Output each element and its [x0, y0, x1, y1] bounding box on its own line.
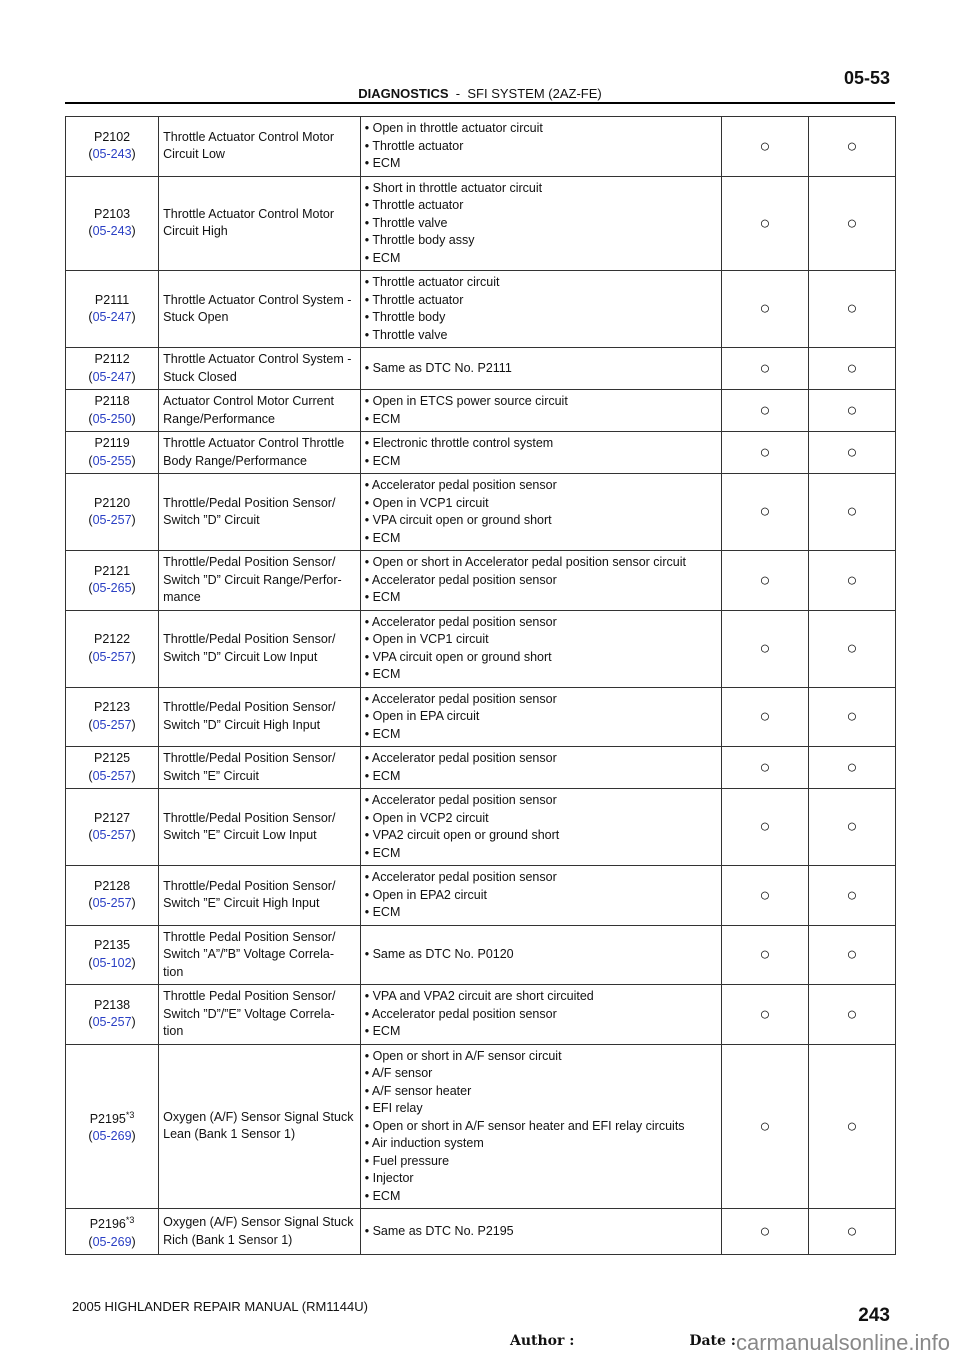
page-ref-link[interactable]: 05-269	[92, 1129, 132, 1144]
mil-mark: ○	[722, 176, 809, 271]
table-row	[66, 474, 896, 551]
header-separator: -	[455, 86, 461, 101]
trouble-item: • Open in EPA2 circuit	[364, 887, 487, 902]
trouble-item: • Throttle body	[364, 310, 446, 324]
trouble-item: • Open in VCP1 circuit	[364, 495, 489, 510]
trouble-item: • Open or short in Accelerator pedal position sensor circuit	[364, 555, 686, 569]
trouble-item: • ECM	[364, 156, 401, 170]
trouble-item: • ECM	[364, 726, 401, 741]
trouble-item: • Same as DTC No. P0120	[364, 947, 514, 961]
trouble-area	[360, 474, 721, 551]
trouble-area	[360, 348, 721, 390]
dtc-code: P2195	[89, 1111, 126, 1126]
dtc-code-cell: P2120 (05-257)	[66, 474, 159, 551]
table-row	[66, 866, 896, 926]
page-ref-link[interactable]: 05-257	[92, 828, 132, 842]
detection-item: Throttle/Pedal Position Sensor/ Switch ”E” Circuit	[159, 747, 361, 789]
detection-item: Oxygen (A/F) Sensor Signal Stuck Rich (Bank 1 Sensor 1)	[159, 1209, 361, 1255]
mil-mark: ○	[722, 117, 809, 177]
page-ref-link[interactable]: 05-257	[92, 717, 132, 732]
dtc-code-cell: P2196$^{*3}$ (05-269)	[66, 1209, 159, 1255]
memory-mark: ○	[808, 176, 895, 271]
mil-mark: ○	[722, 390, 809, 432]
page-ref-link[interactable]: 05-257	[92, 896, 132, 911]
memory-mark: ○	[808, 432, 895, 474]
trouble-item: • Open or short in A/F sensor circuit	[364, 1048, 562, 1063]
trouble-item: • Injector	[364, 1171, 414, 1185]
dtc-code: P2122	[93, 632, 131, 646]
dtc-code: P2196	[89, 1217, 126, 1232]
page-number: 243	[858, 1305, 890, 1326]
trouble-item: • Electronic throttle control system	[364, 436, 554, 450]
detection-item: Throttle Actuator Control System - Stuck Closed	[159, 348, 361, 390]
detection-item: Throttle Actuator Control Throttle Body Range/Performance	[159, 432, 361, 474]
dtc-table	[65, 116, 896, 1255]
dtc-code: P2120	[93, 495, 131, 510]
trouble-item: • Open in throttle actuator circuit	[364, 121, 543, 135]
dtc-code: P2103	[93, 206, 131, 221]
dtc-code-cell: P2138 (05-257)	[66, 985, 159, 1045]
dtc-code: P2112	[94, 352, 130, 366]
trouble-area	[360, 390, 721, 432]
memory-mark: ○	[808, 789, 895, 866]
table-row	[66, 1209, 896, 1255]
table-row	[66, 1044, 896, 1209]
page-ref-link[interactable]: 05-243	[92, 224, 132, 239]
trouble-item: • Accelerator pedal position sensor	[364, 614, 557, 629]
trouble-item: • ECM	[364, 530, 401, 545]
table-row	[66, 610, 896, 687]
detection-item: Actuator Control Motor Current Range/Performance	[159, 390, 361, 432]
trouble-item: • Throttle actuator circuit	[364, 275, 500, 289]
dtc-code-cell: P2111 (05-247)	[66, 271, 159, 348]
page-ref-link[interactable]: 05-255	[92, 453, 132, 468]
page-ref-link[interactable]: 05-247	[92, 310, 132, 324]
dtc-code: P2128	[93, 878, 131, 893]
trouble-item: • Throttle actuator	[364, 138, 464, 153]
memory-mark: ○	[808, 117, 895, 177]
trouble-item: • Accelerator pedal position sensor	[364, 1006, 557, 1021]
dtc-code: P2123	[93, 700, 131, 715]
mil-mark: ○	[722, 610, 809, 687]
page-ref-link[interactable]: 05-243	[92, 147, 132, 162]
header-rule	[65, 102, 895, 104]
trouble-item: • VPA circuit open or ground short	[364, 513, 552, 527]
dtc-code-cell: P2135 (05-102)	[66, 925, 159, 985]
trouble-item: • A/F sensor	[364, 1066, 433, 1080]
mil-mark: ○	[722, 271, 809, 348]
memory-mark: ○	[808, 985, 895, 1045]
page-ref-link[interactable]: 05-257	[92, 1015, 132, 1030]
detection-item: Throttle/Pedal Position Sensor/ Switch ”D” Circuit High Input	[159, 687, 361, 747]
trouble-item: • ECM	[364, 411, 401, 426]
mil-mark: ○	[722, 348, 809, 390]
dtc-code: P2138	[93, 997, 131, 1012]
trouble-item: • Same as DTC No. P2111	[364, 360, 512, 375]
trouble-item: • VPA circuit open or ground short	[364, 649, 552, 664]
trouble-item: • ECM	[364, 845, 401, 860]
table-row	[66, 432, 896, 474]
trouble-item: • Throttle actuator	[364, 198, 464, 212]
detection-item: Throttle/Pedal Position Sensor/ Switch ”E” Circuit Low Input	[159, 789, 361, 866]
trouble-area	[360, 866, 721, 926]
dtc-code: P2119	[94, 436, 130, 450]
trouble-area	[360, 747, 721, 789]
trouble-area	[360, 432, 721, 474]
trouble-item: • Fuel pressure	[364, 1153, 450, 1168]
trouble-item: • ECM	[364, 905, 401, 919]
dtc-code-cell: P2128 (05-257)	[66, 866, 159, 926]
trouble-item: • Accelerator pedal position sensor	[364, 751, 557, 765]
dtc-note: *3	[125, 1109, 135, 1120]
memory-mark: ○	[808, 866, 895, 926]
page-code: 05-53	[843, 68, 890, 88]
mil-mark: ○	[722, 474, 809, 551]
table-row	[66, 117, 896, 177]
trouble-item: • EFI relay	[364, 1101, 423, 1115]
page-ref-link[interactable]: 05-102	[92, 955, 132, 970]
dtc-code-cell: P2123 (05-257)	[66, 687, 159, 747]
trouble-item: • Accelerator pedal position sensor	[364, 793, 557, 807]
dtc-code: P2111	[94, 292, 130, 307]
dtc-code: P2118	[94, 394, 130, 408]
trouble-item: • ECM	[364, 1188, 401, 1203]
dtc-code-cell: P2103 (05-243)	[66, 176, 159, 271]
page-ref-link[interactable]: 05-257	[92, 768, 132, 783]
trouble-area	[360, 271, 721, 348]
trouble-item: • Air induction system	[364, 1136, 484, 1150]
memory-mark: ○	[808, 390, 895, 432]
date-label: Date :	[689, 1333, 736, 1349]
dtc-code-cell: P2119 (05-255)	[66, 432, 159, 474]
dtc-code: P2127	[93, 810, 131, 825]
memory-mark: ○	[808, 1044, 895, 1209]
page-ref-link[interactable]: 05-265	[92, 581, 132, 596]
trouble-area	[360, 687, 721, 747]
table-row	[66, 551, 896, 611]
trouble-item: • ECM	[364, 453, 401, 468]
detection-item: Throttle Actuator Control System - Stuck Open	[159, 271, 361, 348]
trouble-area	[360, 176, 721, 271]
memory-mark: ○	[808, 1209, 895, 1255]
dtc-code: P2121	[93, 563, 131, 578]
dtc-code-cell: P2125 (05-257)	[66, 747, 159, 789]
table-row	[66, 925, 896, 985]
author-label: Author :	[510, 1333, 575, 1349]
memory-mark: ○	[808, 687, 895, 747]
detection-item: Throttle/Pedal Position Sensor/ Switch ”D” Circuit Range/Perfor- mance	[159, 551, 361, 611]
table-row	[66, 348, 896, 390]
detection-item: Oxygen (A/F) Sensor Signal Stuck Lean (Bank 1 Sensor 1)	[159, 1044, 361, 1209]
page-header	[0, 86, 960, 101]
dtc-code-cell: P2102 (05-243)	[66, 117, 159, 177]
memory-mark: ○	[808, 271, 895, 348]
page-ref-link[interactable]: 05-257	[92, 513, 132, 527]
table-row	[66, 390, 896, 432]
trouble-item: • ECM	[364, 590, 401, 604]
page-ref-link[interactable]: 05-269	[92, 1234, 132, 1249]
trouble-area	[360, 925, 721, 985]
trouble-item: • Open or short in A/F sensor heater and EFI relay circuits	[364, 1118, 685, 1133]
detection-item: Throttle/Pedal Position Sensor/ Switch ”D” Circuit Low Input	[159, 610, 361, 687]
trouble-item: • Accelerator pedal position sensor	[364, 870, 557, 884]
trouble-area	[360, 985, 721, 1045]
detection-item: Throttle Actuator Control Motor Circuit High	[159, 176, 361, 271]
dtc-code-cell: P2118 (05-250)	[66, 390, 159, 432]
detection-item: Throttle Pedal Position Sensor/ Switch ”A”/”B” Voltage Correla- tion	[159, 925, 361, 985]
trouble-item: • Short in throttle actuator circuit	[364, 180, 543, 195]
detection-item: Throttle Pedal Position Sensor/ Switch ”D”/”E” Voltage Correla- tion	[159, 985, 361, 1045]
table-row	[66, 747, 896, 789]
dtc-code-cell: P2127 (05-257)	[66, 789, 159, 866]
mil-mark: ○	[722, 432, 809, 474]
trouble-area	[360, 610, 721, 687]
dtc-code: P2102	[93, 129, 131, 144]
detection-item: Throttle/Pedal Position Sensor/ Switch ”E” Circuit High Input	[159, 866, 361, 926]
mil-mark: ○	[722, 687, 809, 747]
dtc-code: P2135	[93, 938, 131, 953]
dtc-code-cell: P2121 (05-265)	[66, 551, 159, 611]
detection-item: Throttle Actuator Control Motor Circuit Low	[159, 117, 361, 177]
dtc-code-cell: P2195$^{*3}$ (05-269)	[66, 1044, 159, 1209]
trouble-item: • ECM	[364, 667, 401, 681]
section-title: DIAGNOSTICS	[358, 86, 449, 101]
trouble-item: • Open in EPA circuit	[364, 709, 480, 723]
trouble-area	[360, 789, 721, 866]
table-row	[66, 176, 896, 271]
trouble-item: • Open in VCP2 circuit	[364, 810, 489, 825]
trouble-item: • Accelerator pedal position sensor	[364, 572, 557, 587]
trouble-item: • Open in VCP1 circuit	[364, 632, 489, 646]
mil-mark: ○	[722, 551, 809, 611]
trouble-item: • Throttle valve	[364, 215, 448, 230]
trouble-item: • ECM	[364, 768, 401, 783]
memory-mark: ○	[808, 610, 895, 687]
table-row	[66, 687, 896, 747]
section-subtitle: SFI SYSTEM (2AZ-FE)	[467, 86, 602, 101]
table-row	[66, 789, 896, 866]
trouble-item: • Throttle body assy	[364, 233, 475, 247]
page-ref-link[interactable]: 05-257	[92, 649, 132, 664]
trouble-item: • Accelerator pedal position sensor	[364, 691, 557, 706]
mil-mark: ○	[722, 985, 809, 1045]
mil-mark: ○	[722, 866, 809, 926]
trouble-area	[360, 1209, 721, 1255]
trouble-area	[360, 117, 721, 177]
detection-item: Throttle/Pedal Position Sensor/ Switch ”D” Circuit	[159, 474, 361, 551]
memory-mark: ○	[808, 925, 895, 985]
watermark[interactable]: carmanualsonline.info	[735, 1330, 950, 1355]
trouble-item: • VPA2 circuit open or ground short	[364, 828, 560, 842]
trouble-item: • Throttle actuator	[364, 292, 464, 307]
table-row	[66, 271, 896, 348]
trouble-area	[360, 551, 721, 611]
trouble-item: • A/F sensor heater	[364, 1083, 472, 1098]
dtc-note: *3	[125, 1215, 135, 1225]
memory-mark: ○	[808, 551, 895, 611]
trouble-item: • ECM	[364, 1024, 401, 1038]
page-ref-link[interactable]: 05-247	[92, 369, 132, 384]
memory-mark: ○	[808, 474, 895, 551]
mil-mark: ○	[722, 1044, 809, 1209]
memory-mark: ○	[808, 747, 895, 789]
dtc-code: P2125	[93, 751, 131, 765]
trouble-item: • Throttle valve	[364, 327, 448, 342]
trouble-item: • VPA and VPA2 circuit are short circuited	[364, 989, 594, 1003]
dtc-code-cell: P2112 (05-247)	[66, 348, 159, 390]
trouble-item: • Same as DTC No. P2195	[364, 1223, 514, 1238]
dtc-code-cell: P2122 (05-257)	[66, 610, 159, 687]
table-row	[66, 985, 896, 1045]
trouble-item: • ECM	[364, 250, 401, 265]
memory-mark: ○	[808, 348, 895, 390]
mil-mark: ○	[722, 789, 809, 866]
trouble-item: • Open in ETCS power source circuit	[364, 394, 568, 408]
manual-title: 2005 HIGHLANDER REPAIR MANUAL (RM1144U)	[72, 1299, 368, 1314]
mil-mark: ○	[722, 925, 809, 985]
mil-mark: ○	[722, 747, 809, 789]
trouble-area	[360, 1044, 721, 1209]
page-ref-link[interactable]: 05-250	[92, 411, 132, 426]
mil-mark: ○	[722, 1209, 809, 1255]
trouble-item: • Accelerator pedal position sensor	[364, 478, 557, 492]
